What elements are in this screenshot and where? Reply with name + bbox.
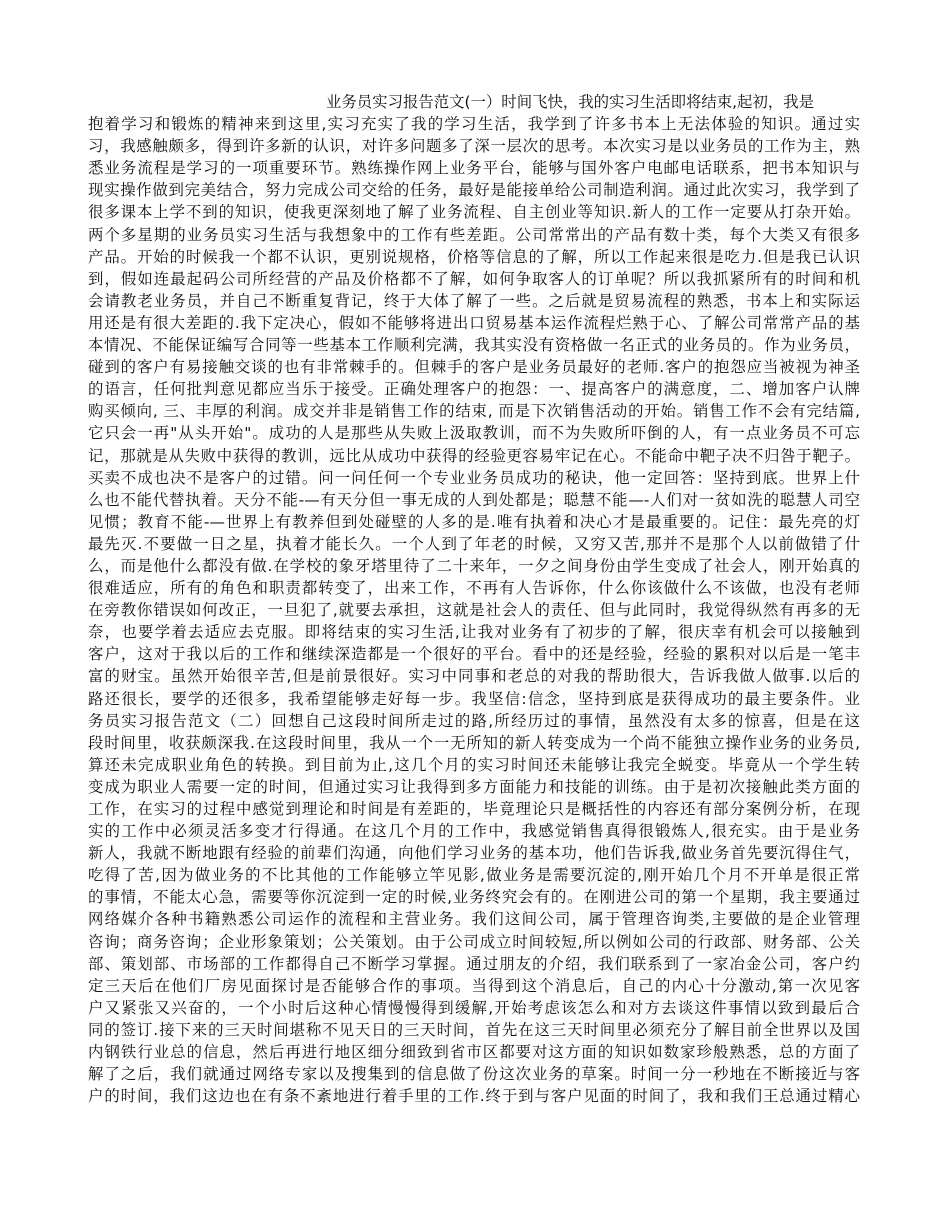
body-line: 记，那就是从失败中获得的教训，远比从成功中获得的经验更容易牢记在心。不能命中靶子决不归咎于靶子。 [88,446,860,465]
body-line: 购买倾向, 三、丰厚的利润。成交并非是销售工作的结束, 而是下次销售活动的开始。销售工作不会有完结篇, [88,402,860,421]
body-line: 么，而是他什么都没有做.在学校的象牙塔里待了二十来年，一夕之间身份由学生变成了社会人，刚开始真的 [88,556,860,575]
body-line: 实的工作中必须灵活多变才行得通。在这几个月的工作中，我感觉销售真得很锻炼人,很充实。由于是业务 [88,822,860,841]
body-line: 用还是有很大差距的.我下定决心，假如不能够将进出口贸易基本运作流程烂熟于心、了解公司常常产品的基 [88,313,860,332]
body-line: 的事情，不能太心急，需要等你沉淀到一定的时候,业务终究会有的。在刚进公司的第一个星期，我主要通过 [88,888,860,907]
report-body [88,91,860,1107]
body-line: 新人，我就不断地跟有经验的前辈们沟通，向他们学习业务的基本功，他们告诉我,做业务首先要沉得住气， [88,844,860,863]
body-line: 最先灭.不要做一日之星，执着才能长久。一个人到了年老的时候，又穷又苦,那并不是那个人以前做错了什 [88,534,860,553]
body-line: 务员实习报告范文（二）回想自己这段时间所走过的路,所经历过的事情，虽然没有太多的惊喜，但是在这 [88,711,860,730]
body-line: 很难适应，所有的角色和职责都转变了，出来工作，不再有人告诉你，什么你该做什么不该做，也没有老师 [88,579,860,598]
body-line: 网络媒介各种书籍熟悉公司运作的流程和主营业务。我们这间公司，属于管理咨询类,主要做的是企业管理 [88,910,860,929]
body-line: 抱着学习和锻炼的精神来到这里,实习充实了我的学习生活，我学到了许多书本上无法体验的知识。通过实 [88,115,860,134]
body-line: 买卖不成也决不是客户的过错。问一问任何一个专业业务员成功的秘诀，他一定回答：坚持到底。世界上什 [88,468,860,487]
body-line: 产品。开始的时候我一个都不认识，更别说规格，价格等信息的了解，所以工作起来很是吃力.但是我已认识 [88,247,860,266]
body-line: 见惯；教育不能-—世界上有教养但到处碰壁的人多的是.唯有执着和决心才是最重要的。记住：最先亮的灯 [88,512,860,531]
body-line: 吃得了苦,因为做业务的不比其他的工作能够立竿见影,做业务是需要沉淀的,刚开始几个月不开单是很正常 [88,866,860,885]
body-line: 本情况、不能保证编写合同等一些基本工作顺利完满，我其实没有资格做一名正式的业务员的。作为业务员， [88,336,860,355]
body-line: 到，假如连最起码公司所经营的产品及价格都不了解，如何争取客人的订单呢？所以我抓紧所有的时间和机 [88,269,860,288]
body-line: 客户，这对于我以后的工作和继续深造都是一个很好的平台。看中的还是经验，经验的累积对以后是一笔丰 [88,645,860,664]
body-line: 同的签订.接下来的三天时间堪称不见天日的三天时间，首先在这三天时间里必须充分了解目前全世界以及国 [88,1020,860,1039]
body-line: 定三天后在他们厂房见面探讨是否能够合作的事项。当得到这个消息后，自己的内心十分激动,第一次见客 [88,976,860,995]
body-line: 变成为职业人需要一定的时间，但通过实习让我得到多方面能力和技能的训练。由于是初次接触此类方面的 [88,777,860,796]
body-line: 习，我感触颇多，得到许多新的认识，对许多问题多了深一层次的思考。本次实习是以业务员的工作为主，熟 [88,137,860,156]
body-line: 碰到的客户有易接触交谈的也有非常棘手的。但棘手的客户是业务员最好的老师.客户的抱怨应当被视为神圣 [88,358,860,377]
body-line: 算还未完成职业角色的转换。到目前为止,这几个月的实习时间还未能够让我完全蜕变。毕竟从一个学生转 [88,755,860,774]
body-line: 在旁教你错误如何改正，一旦犯了,就要去承担，这就是社会人的责任、但与此同时，我觉得纵然有再多的无 [88,601,860,620]
body-line: 的语言，任何批判意见都应当乐于接受。正确处理客户的抱怨：一、提高客户的满意度，二、增加客户认牌 [88,380,860,399]
body-line: 工作，在实习的过程中感觉到理论和时间是有差距的，毕竟理论只是概括性的内容还有部分案例分析，在现 [88,800,860,818]
body-line: 解了之后，我们就通过网络专家以及搜集到的信息做了份这次业务的草案。时间一分一秒地在不断接近与客 [88,1065,860,1084]
body-line: 咨询；商务咨询；企业形象策划；公关策划。由于公司成立时间较短,所以例如公司的行政部、财务部、公关 [88,932,860,951]
body-line: 内钢铁行业总的信息，然后再进行地区细分细致到省市区都要对这方面的知识如数家珍般熟悉，总的方面了 [88,1043,860,1062]
body-line: 很多课本上学不到的知识，使我更深刻地了解了业务流程、自主创业等知识.新人的工作一定要从打杂开始。 [88,203,860,222]
body-line: 会请教老业务员，并自己不断重复背记，终于大体了解了一些。之后就是贸易流程的熟悉，书本上和实际运 [88,291,860,310]
body-line: 部、策划部、市场部的工作都得自己不断学习掌握。通过朋友的介绍，我们联系到了一家冶金公司，客户约 [88,954,860,973]
body-line: 富的财宝。虽然开始很辛苦,但是前景很好。实习中同事和老总的对我的帮助很大，告诉我做人做事.以后的 [88,667,860,686]
body-line: 悉业务流程是学习的一项重要环节。熟练操作网上业务平台，能够与国外客户电邮电话联系，把书本知识与 [88,159,860,178]
body-line: 它只会一再"从头开始"。成功的人是那些从失败上汲取教训，而不为失败所吓倒的人，有一点业务员不可忘 [88,424,860,443]
body-line: 户的时间，我们这边也在有条不紊地进行着手里的工作.终于到与客户见面的时间了，我和我们王总通过精心 [88,1087,860,1106]
body-line: 业务员实习报告范文(一）时间飞快，我的实习生活即将结束,起初，我是 [326,93,815,111]
body-line: 户又紧张又兴奋的，一个小时后这种心情慢慢得到缓解,开始考虑该怎么和对方去谈这件事情以致到最后合 [88,998,860,1017]
body-line: 路还很长，要学的还很多，我希望能够走好每一步。我坚信:信念，坚持到底是获得成功的最主要条件。业 [88,689,860,708]
body-line: 两个多星期的业务员实习生活与我想象中的工作有些差距。公司常常出的产品有数十类，每个大类又有很多 [88,225,860,244]
body-line: 段时间里，收获颇深我.在这段时间里，我从一个一无所知的新人转变成为一个尚不能独立操作业务的业务员, [88,733,860,752]
body-line: 现实操作做到完美结合，努力完成公司交给的任务，最好是能接单给公司制造利润。通过此次实习，我学到了 [88,181,860,200]
body-line: 奈，也要学着去适应去克服。即将结束的实习生活,让我对业务有了初步的了解，很庆幸有机会可以接触到 [88,623,860,642]
body-line: 么也不能代替执着。天分不能-—有天分但一事无成的人到处都是；聪慧不能—-人们对一贫如洗的聪慧人司空 [88,490,860,509]
